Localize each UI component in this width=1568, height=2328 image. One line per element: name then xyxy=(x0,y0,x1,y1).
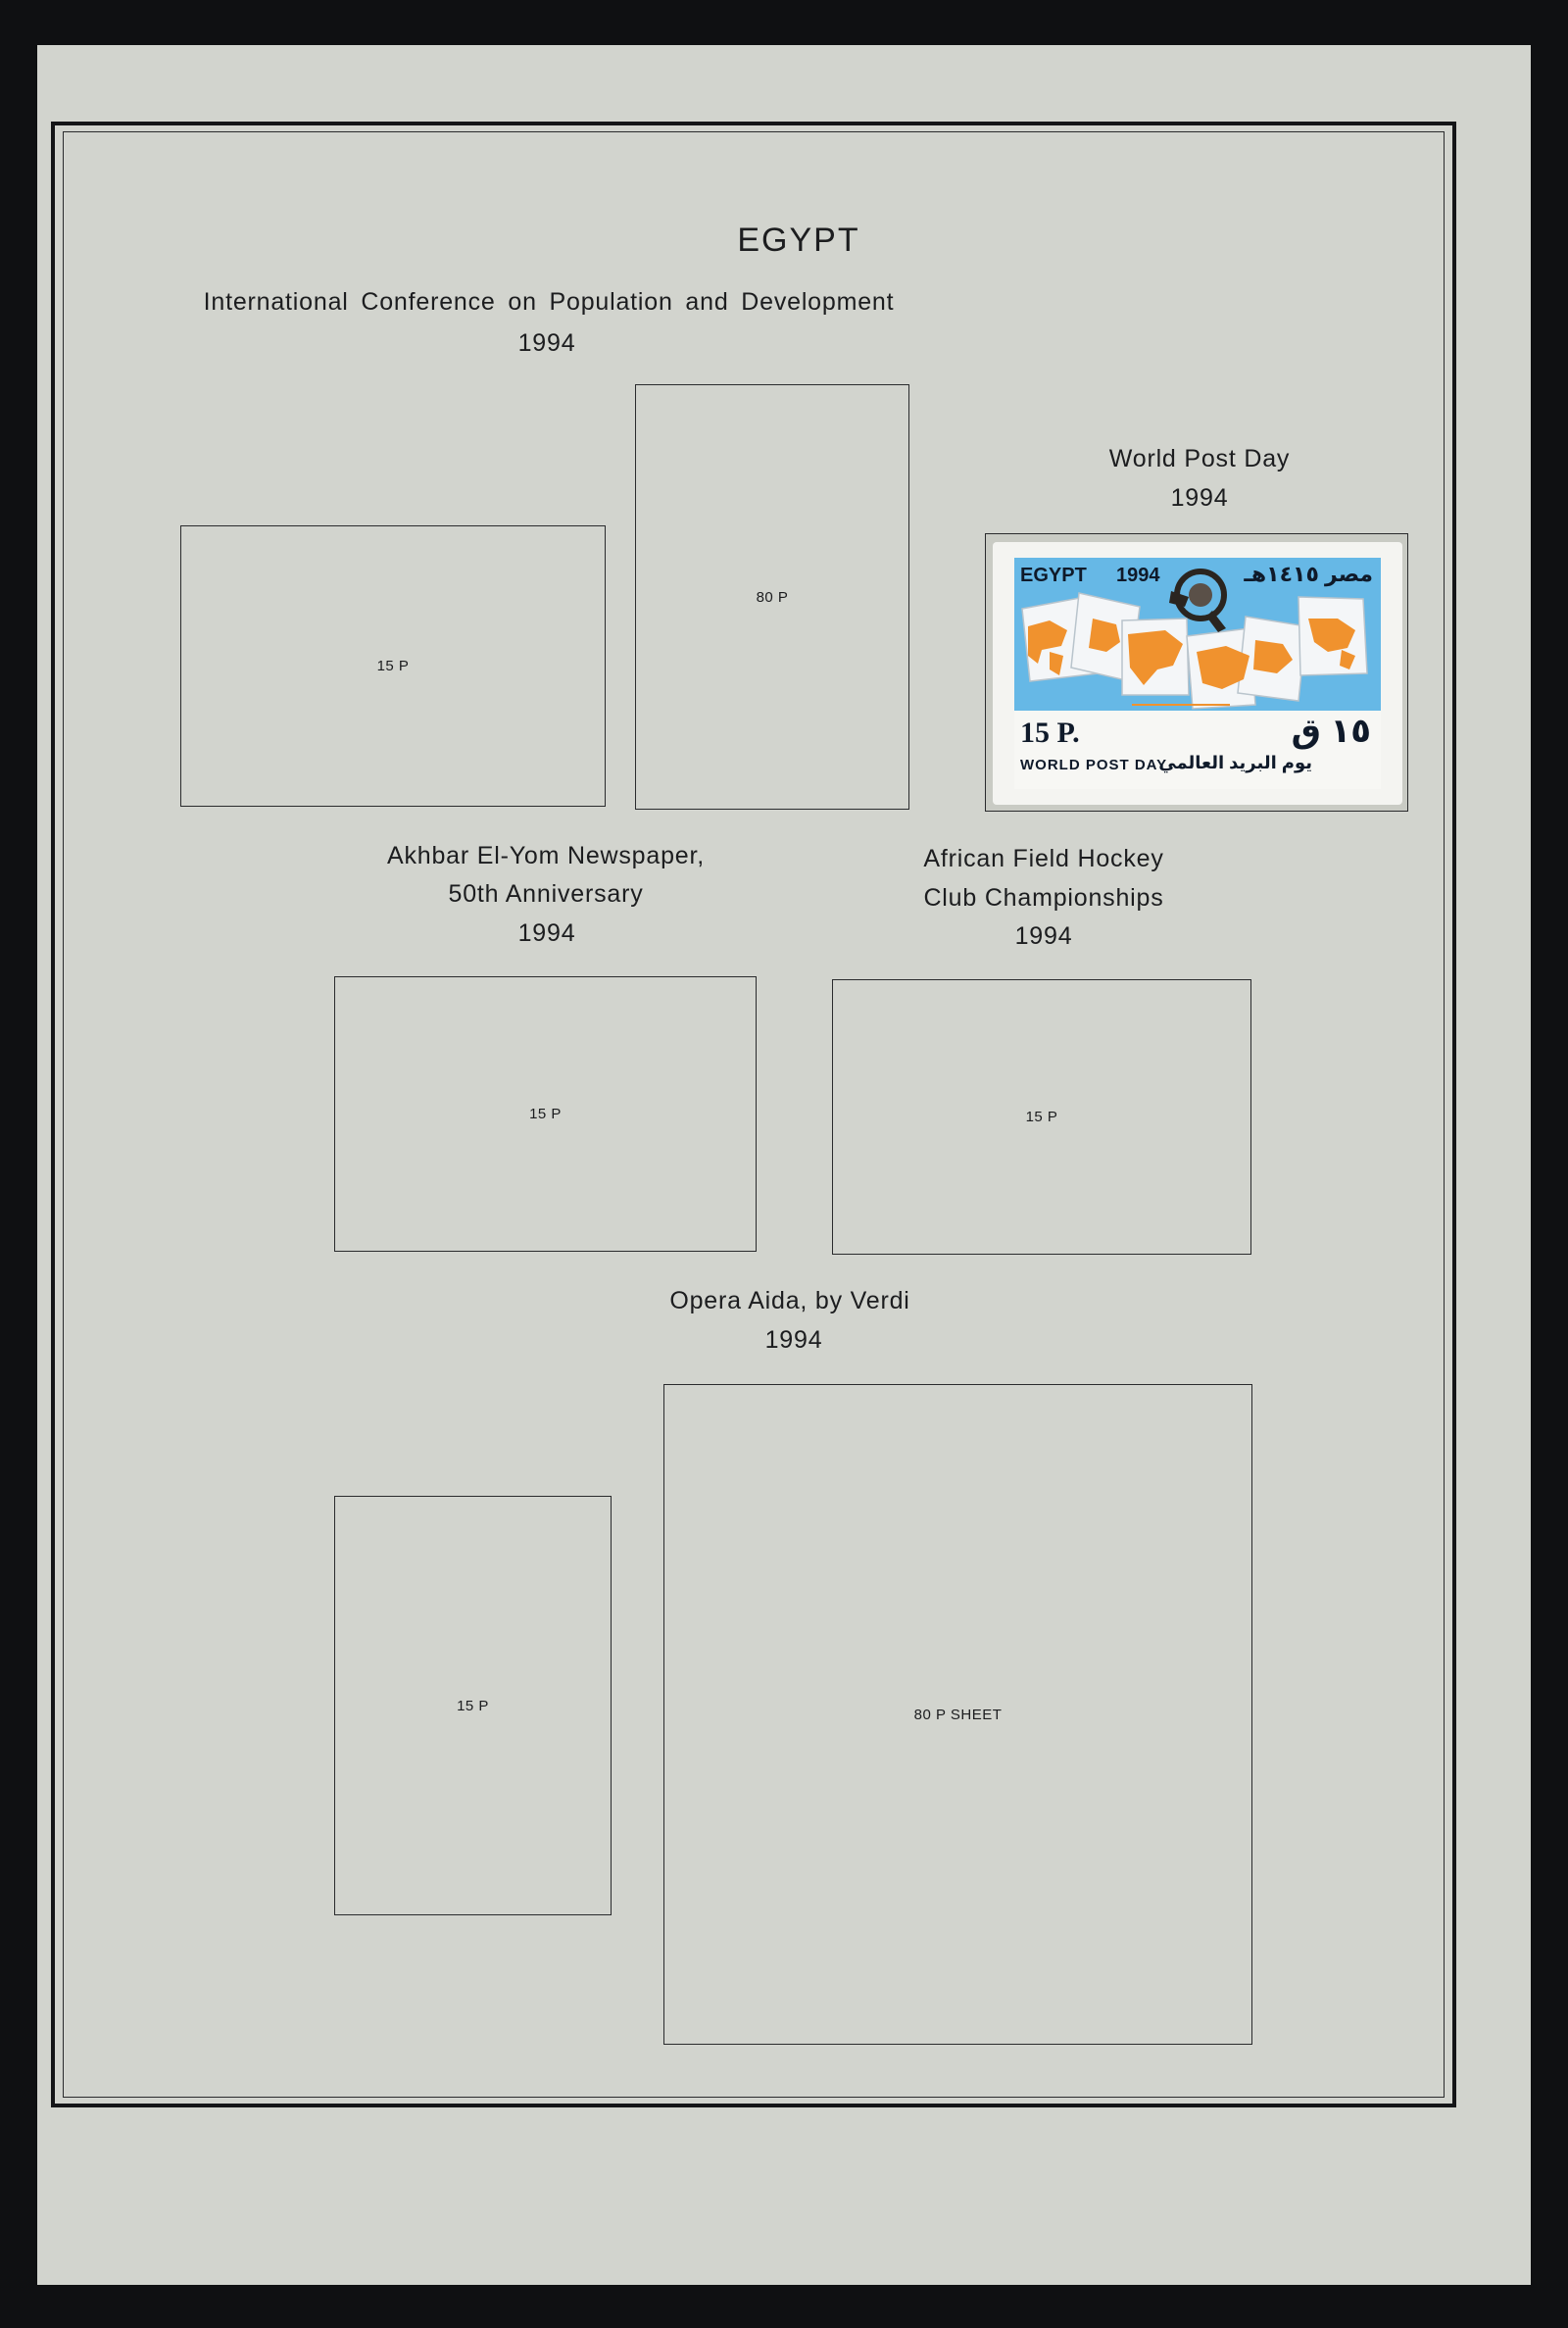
opera-title: Opera Aida, by Verdi xyxy=(669,1287,910,1314)
world-post-title: World Post Day xyxy=(1108,445,1291,472)
hockey-year: 1994 xyxy=(1014,922,1073,950)
stamp-caption: WORLD POST DAY xyxy=(1020,757,1168,773)
stamp-country: EGYPT xyxy=(1020,565,1087,586)
akhbar-title-line2: 50th Anniversary xyxy=(448,880,644,908)
stamp-value-latin: 15 P. xyxy=(1020,717,1080,749)
denomination-label: 15 P xyxy=(1025,1109,1058,1125)
stamp-space-akhbar xyxy=(334,976,757,1252)
denomination-label: 15 P xyxy=(529,1106,562,1122)
stamp-space-80p xyxy=(635,384,909,810)
stamp-arabic-header: مصر ١٤١٥هـ xyxy=(1244,562,1373,586)
world-post-year: 1994 xyxy=(1170,484,1229,512)
opera-year: 1994 xyxy=(764,1326,823,1354)
population-year: 1994 xyxy=(517,329,576,357)
denomination-label: 15 P xyxy=(376,658,410,674)
stamp-space-opera-15p xyxy=(334,1496,612,1915)
page-title: EGYPT xyxy=(737,222,860,259)
akhbar-title-line1: Akhbar El-Yom Newspaper, xyxy=(387,842,705,869)
world-post-day-stamp xyxy=(993,542,1402,805)
stamp-design xyxy=(1014,558,1381,789)
hockey-title-line1: African Field Hockey xyxy=(923,845,1164,872)
stamp-space-hockey xyxy=(832,979,1251,1255)
stamp-caption-arabic: يوم البريد العالمي xyxy=(1158,753,1312,772)
denomination-label: 15 P xyxy=(457,1697,489,1714)
denomination-label: 80 P xyxy=(756,588,789,606)
sheet-space-opera-80p xyxy=(663,1384,1252,2045)
stamp-year: 1994 xyxy=(1116,565,1160,586)
denomination-label: 80 P SHEET xyxy=(913,1706,1003,1723)
akhbar-year: 1994 xyxy=(517,919,576,947)
hockey-title-line2: Club Championships xyxy=(923,884,1164,912)
population-title: International Conference on Population and Development xyxy=(203,288,895,316)
stamp-value-arabic: ١٥ ق xyxy=(1291,713,1371,750)
stamp-space-15p xyxy=(180,525,606,807)
